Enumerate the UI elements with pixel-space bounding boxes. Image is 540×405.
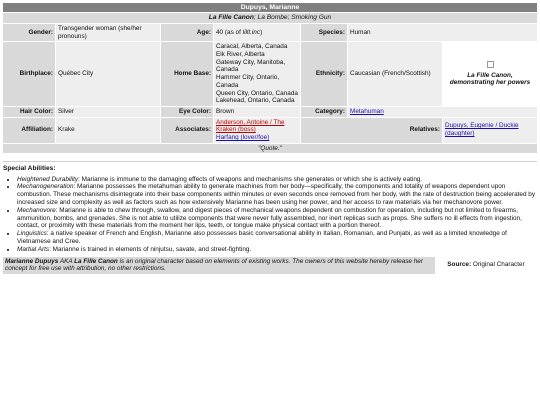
source-value: Original Character — [472, 260, 525, 268]
home-base-item: Queen City, Ontario, Canada — [216, 89, 298, 97]
ability-text: : a native speaker of French and English, Marianne also possesses basic conversational ability in Italian, Romanian, and Punjabi, as well as a limited knowledge of Vietnamese and Cree. — [17, 230, 507, 246]
page-title: Dupuys, Marianne — [3, 3, 537, 12]
ability-name: Mechanovore — [17, 206, 56, 214]
ability-name: Linguistics — [17, 230, 47, 238]
row-hair — [3, 107, 537, 117]
quote: "Quote." — [3, 144, 537, 153]
row-affiliation — [3, 118, 537, 143]
relatives-value — [443, 118, 537, 143]
notice-alias: La Fille Canon — [74, 257, 118, 265]
usage-notice — [3, 257, 435, 274]
broken-image-icon — [487, 61, 494, 68]
associates-label: Associates: — [161, 118, 213, 143]
eye-value: Brown — [214, 107, 300, 117]
source — [435, 257, 537, 274]
category-link[interactable]: Metahuman — [350, 107, 384, 115]
home-base-item: Caracal, Alberta, Canada — [216, 43, 288, 51]
footer — [3, 257, 537, 274]
ability-item — [17, 230, 537, 246]
hair-value: Silver — [56, 107, 160, 117]
category-label: Category: — [301, 107, 347, 117]
relatives-label: Relatives: — [301, 118, 442, 143]
info-table — [2, 23, 538, 144]
relative-link-eugenie[interactable]: Dupuys, Eugenie / Duckie (daughter) — [445, 122, 519, 138]
age-label: Age: — [161, 24, 213, 41]
birthplace-value: Québec City — [56, 42, 160, 106]
home-base-item: Hammer City, Ontario, Canada — [216, 74, 280, 89]
ethnicity-value: Caucasian (French/Scottish) — [348, 42, 442, 106]
ability-text: : Marianne is able to chew through, swallow, and digest pieces of mechanical weapons dependent on combustion for operation, including but not limited to firearms, ammunition, bombs, and grenades. She is not able to utilize components that were never fully assembled, nor inert replicas such as props. She suffers no ill effects from ingestion, contact, or proximity with these materials from the moment her lips, teeth, or tongue make physical contact with a portion thereof. — [17, 206, 522, 230]
age-prefix: 40 (as of — [216, 28, 243, 36]
gender-label: Gender: — [3, 24, 55, 41]
special-abilities — [3, 161, 537, 254]
alias-rest: ; La Bombe; Smoking Gun — [253, 14, 332, 21]
row-gender — [3, 24, 537, 41]
category-value — [348, 107, 537, 117]
notice-name: Marianne Dupuys — [5, 257, 59, 265]
gender-value: Transgender woman (she/her pronouns) — [56, 24, 160, 41]
eye-label: Eye Color: — [161, 107, 213, 117]
image-caption: La Fille Canon, demonstrating her powers — [449, 71, 531, 87]
abilities-list — [3, 176, 537, 254]
character-page — [3, 3, 537, 274]
notice-aka: AKA — [58, 257, 75, 265]
aliases — [3, 13, 537, 23]
ability-item — [17, 246, 537, 254]
ability-text: : Marianne is trained in elements of ninjutsu, savate, and street-fighting. — [49, 245, 252, 253]
home-base-item: Lakehead, Ontario, Canada — [216, 97, 295, 105]
ability-name: Heightened Durability — [17, 175, 79, 183]
age-date: lillt.inc — [242, 28, 261, 36]
ability-text: : Marianne possesses the metahuman ability to generate machines from her body—specifically, the components and totality of weapons dependent upon combustion. These mechanisms disintegrate into their base components within minutes or even seconds once removed from her body, with the rate of destruction being accelerated by increased size and complexity as well as factors such as how extensively Marianne has been using her power, and her access to raw materials via her mechanovore power. — [17, 183, 536, 206]
ability-name: Mechanogeneration — [17, 183, 74, 191]
home-base-label: Home Base: — [161, 42, 213, 106]
ability-item — [17, 183, 537, 206]
source-label: Source: — [447, 260, 472, 268]
age-suffix: ) — [260, 28, 263, 36]
home-base-value — [214, 42, 300, 106]
ability-item — [17, 176, 537, 184]
birthplace-label: Birthplace: — [3, 42, 55, 106]
affiliation-value: Krake — [56, 118, 160, 143]
ability-name: Martial Arts — [17, 245, 50, 253]
ability-text: : Marianne is immune to the damaging effects of weapons and mechanisms she generates or which she is actively eating. — [78, 175, 423, 183]
age-value — [214, 24, 300, 41]
home-base-item: Elk River, Alberta — [216, 51, 265, 59]
row-birthplace — [3, 42, 537, 106]
species-value: Human — [348, 24, 537, 41]
abilities-heading: Special Abilities: — [3, 164, 56, 172]
associate-link-harfang[interactable]: Harfang (lover/foe) — [216, 133, 270, 141]
ethnicity-label: Ethnicity: — [301, 42, 347, 106]
notice-text: is an original character based on elements of existing works. The owners of this website hereby release her concept for free use with attribution, no other restrictions. — [5, 257, 423, 273]
ability-item — [17, 207, 537, 230]
affiliation-label: Affiliation: — [3, 118, 55, 143]
hair-label: Hair Color: — [3, 107, 55, 117]
associates-value — [214, 118, 300, 143]
associate-link-kraken[interactable]: Anderson, Antoine / The Kraken (boss) — [216, 118, 285, 134]
character-image — [443, 42, 537, 106]
species-label: Species: — [301, 24, 347, 41]
home-base-item: Gateway City, Manitoba, Canada — [216, 58, 286, 74]
alias-main: La Fille Canon — [208, 14, 254, 21]
